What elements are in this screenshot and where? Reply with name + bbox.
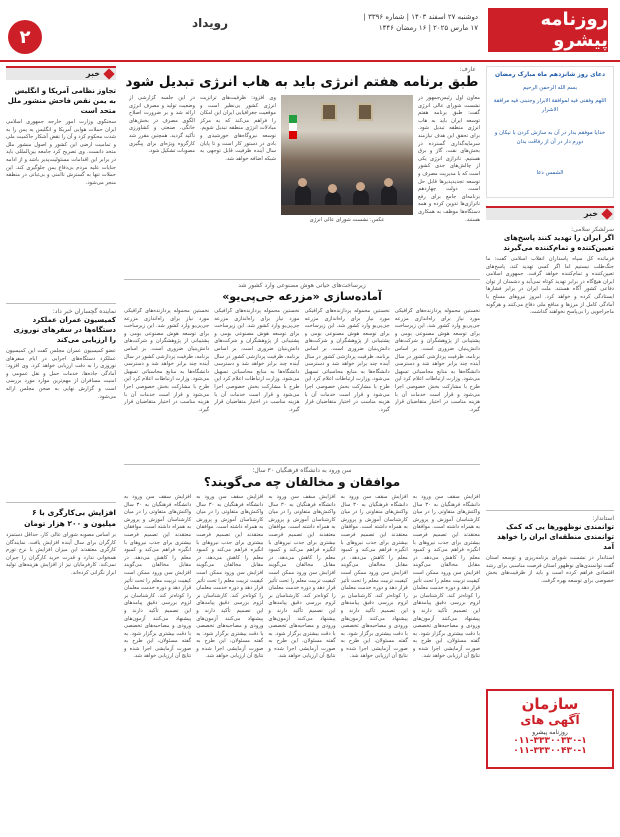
person-head (298, 178, 307, 187)
mid-headline[interactable]: آماده‌سازی «مزرعه جی‌پی‌یو» (222, 290, 382, 303)
person-head (356, 182, 365, 191)
bottom-headline[interactable]: موافقان و مخالفان چه می‌گویند؟ (203, 475, 401, 489)
lead-photo-block (281, 95, 413, 235)
bottom-body: افزایش سقف سن ورود به دانشگاه فرهنگیان به ۳۰ سال واکنش‌های متفاوتی را در میان کارشناسان آموزش و پرورش به همراه داشته است. موافقان معتقدند این تصمیم فرصت بیشتری برای جذب نیروهای با انگیزه فراهم می‌کند و کمبود معلم را کاهش می‌دهد. در مقابل مخالفان می‌گویند افزایش سن ورود ممکن است کیفیت تربیت معلم را تحت تأثیر قرار دهد و دوره خدمت معلمان را کوتاه‌تر کند. کارشناسان بر لزوم بررسی دقیق پیامدهای این تصمیم تأکید دارند و پیشنهاد می‌کنند آزمون‌های ورودی و مصاحبه‌های تخصصی با دقت بیشتری برگزار شود. به گفته مسئولان، این طرح به صورت آزمایشی اجرا شده و نتایج آن ارزیابی خواهد شد. (196, 494, 264, 660)
newspaper-logo[interactable]: روزنامه پیشرو (488, 8, 608, 52)
news-kicker: استاندار: (592, 515, 614, 522)
lead-body: در این جلسه گزارشی از وضعیت تولید و مصرف انرژی ارائه شد و بر ضرورت اصلاح الگوی مصرف در بخش‌های خانگی، صنعتی و کشاورزی تأکید گردید. همچنین مقرر شد کارگروه ویژه‌ای برای پیگیری مصوبات تشکیل شود. (129, 95, 195, 155)
mid-body: نخستین محموله پردازنده‌های گرافیکی مورد نیاز برای راه‌اندازی مزرعه جی‌پی‌یو وارد کشور شد. این زیرساخت برای توسعه هوش مصنوعی بومی و پشتیبانی از پژوهشگران و شرکت‌های دانش‌بنیان ضروری است. بر اساس برنامه، ظرفیت پردازشی کشور در سال آینده چند برابر خواهد شد و دسترسی دانشگاه‌ها به منابع محاسباتی تسهیل می‌شود. وزارت ارتباطات اعلام کرد این طرح با مشارکت بخش خصوصی اجرا می‌شود و قرار است خدمات آن با هزینه مناسب در اختیار متقاضیان قرار گیرد. (304, 308, 390, 413)
left-column (6, 66, 116, 832)
ad-subtitle: آگهی های (520, 713, 580, 727)
person-head (328, 184, 337, 193)
lead-headline[interactable]: طبق برنامه هفتم انرژی باید به هاب انرژی تبدیل شود (125, 74, 479, 90)
divider (6, 502, 116, 503)
dateline: دوشنبه ۲۷ اسفند ۱۴۰۳ | شماره ۳۳۹۶ | ۱۷ مارس ۲۰۲۵ | ۱۶ رمضان ۱۴۴۶ (363, 13, 478, 32)
prayer-box (486, 66, 614, 198)
news-kicker: سرلشکر سلامی: (571, 226, 614, 233)
prayer-line: خدایا موفقم بدار در آن به سازش کردن با نیکان و دورم دار در آن از رفاقت بدان (494, 130, 606, 145)
mid-body: نخستین محموله پردازنده‌های گرافیکی مورد نیاز برای راه‌اندازی مزرعه جی‌پی‌یو وارد کشور شد. این زیرساخت برای توسعه هوش مصنوعی بومی و پشتیبانی از پژوهشگران و شرکت‌های دانش‌بنیان ضروری است. بر اساس برنامه، ظرفیت پردازشی کشور در سال آینده چند برابر خواهد شد و دسترسی دانشگاه‌ها به منابع محاسباتی تسهیل می‌شود. وزارت ارتباطات اعلام کرد این طرح با مشارکت بخش خصوصی اجرا می‌شود و قرار است خدمات آن با هزینه مناسب در اختیار متقاضیان قرار گیرد. (214, 308, 300, 413)
masthead (0, 0, 620, 62)
right-column (486, 66, 614, 832)
prayer-line: بسم الله الرحمن الرحیم (522, 85, 578, 91)
lead-body: وی افزود: ظرفیت‌های ترانزیت انرژی کشور بی‌نظیر است و موقعیت جغرافیایی ایران این امکان را فراهم می‌کند که به مرکز مبادلات انرژی منطقه تبدیل شویم. توسعه نیروگاه‌های خورشیدی و بادی در دستور کار است و تا پایان سال آینده ظرفیت قابل توجهی به شبکه اضافه خواهد شد. (200, 95, 276, 162)
mid-row (124, 308, 480, 458)
main-area (124, 66, 480, 832)
mid-body: نخستین محموله پردازنده‌های گرافیکی مورد نیاز برای راه‌اندازی مزرعه جی‌پی‌یو وارد کشور شد. این زیرساخت برای توسعه هوش مصنوعی بومی و پشتیبانی از پژوهشگران و شرکت‌های دانش‌بنیان ضروری است. بر اساس برنامه، ظرفیت پردازشی کشور در سال آینده چند برابر خواهد شد و دسترسی دانشگاه‌ها به منابع محاسباتی تسهیل می‌شود. وزارت ارتباطات اعلام کرد این طرح با مشارکت بخش خصوصی اجرا می‌شود و قرار است خدمات آن با هزینه مناسب در اختیار متقاضیان قرار گیرد. (124, 308, 210, 413)
prayer-line: اللهم وفقنی فیه لموافقة الابرار وجنبنی فیه مرافقة الاشرار (493, 98, 607, 113)
news-column-header (486, 206, 614, 220)
ad-brand: روزنامه پیشرو (532, 729, 568, 736)
news-body: بر اساس مصوبه شورای عالی کار، حداقل دستمزد کارگران برای سال آینده افزایش یافت. نمایندگان کارگری معتقدند این میزان افزایش با نرخ تورم همخوانی ندارد و قدرت خرید کارگران را جبران نمی‌کند. کارفرمایان نیز از افزایش هزینه‌های تولید ابراز نگرانی کرده‌اند. (6, 532, 116, 576)
divider (6, 303, 116, 304)
news-body: فرمانده کل سپاه پاسداران انقلاب اسلامی گفت: ما جنگ‌طلب نیستیم اما اگر کسی تهدید کند، پاسخ‌های تعیین‌کننده و تمام‌کننده خواهد گرفت. جمهوری اسلامی ایران هیچ‌گاه در برابر تهدید کوتاه نمی‌آید و دشمنان از توان دفاعی کشور آگاه هستند. ملت ایران در برابر فشارها ایستادگی کرده و خواهد کرد. امروز نیروهای مسلح با آمادگی کامل از مرزها و منافع ملی دفاع می‌کنند و هرگونه ماجراجویی را بی‌پاسخ نخواهند گذاشت. (486, 256, 614, 316)
portrait-frame-icon (357, 103, 373, 121)
news-headline[interactable]: تجاوز نظامی آمریکا و انگلیس به یمن نقض فاحش منشور ملل متحد است (7, 87, 116, 115)
mid-body: نخستین محموله پردازنده‌های گرافیکی مورد نیاز برای راه‌اندازی مزرعه جی‌پی‌یو وارد کشور شد. این زیرساخت برای توسعه هوش مصنوعی بومی و پشتیبانی از پژوهشگران و شرکت‌های دانش‌بنیان ضروری است. بر اساس برنامه، ظرفیت پردازشی کشور در سال آینده چند برابر خواهد شد و دسترسی دانشگاه‌ها به منابع محاسباتی تسهیل می‌شود. وزارت ارتباطات اعلام کرد این طرح با مشارکت بخش خصوصی اجرا می‌شود و قرار است خدمات آن با هزینه مناسب در اختیار متقاضیان قرار گیرد. (394, 308, 480, 413)
news-headline[interactable]: افزایش بی‌کارگری با ۶ میلیون و ۲۰۰ هزار تومان (24, 508, 116, 528)
lead-body: معاون اول رئیس‌جمهور در نشست شورای عالی انرژی گفت: طبق برنامه هفتم توسعه ایران باید به هاب انرژی منطقه تبدیل شود. برای تحقق این هدف نیازمند سرمایه‌گذاری گسترده در بخش‌های نفت، گاز و برق هستیم. ناترازی انرژی یکی از چالش‌های جدی کشور است که با مدیریت مصرف و توسعه تجدیدپذیرها قابل حل است. دولت چهاردهم برنامه‌ای جامع برای رفع ناترازی‌ها تدوین کرده و همه دستگاه‌ها موظف به همکاری هستند. (418, 95, 480, 223)
conference-table (281, 205, 413, 215)
ad-phone: ۰۱۱-۳۳۳۰۰۴۳۰-۱ (513, 746, 587, 756)
meeting-photo[interactable] (281, 95, 413, 215)
prayer-line: الشمس دعا (536, 170, 564, 176)
ad-box[interactable] (486, 689, 614, 769)
news-body: سخنگوی وزارت امور خارجه جمهوری اسلامی ایران حملات هوایی آمریکا و انگلیس به یمن را به شدت محکوم کرد و آن را نقض آشکار حاکمیت ملی و تمامیت ارضی این کشور و اصول منشور ملل متحد دانست. وی تصریح کرد جامعه بین‌المللی باید در برابر این اقدامات مسئولیت‌پذیر باشد و از ادامه جنایات علیه مردم بی‌دفاع یمن جلوگیری کند. این حملات تنها به گسترش ناامنی و بی‌ثباتی در منطقه منجر می‌شود. (6, 119, 116, 186)
bottom-body: افزایش سقف سن ورود به دانشگاه فرهنگیان به ۳۰ سال واکنش‌های متفاوتی را در میان کارشناسان آموزش و پرورش به همراه داشته است. موافقان معتقدند این تصمیم فرصت بیشتری برای جذب نیروهای با انگیزه فراهم می‌کند و کمبود معلم را کاهش می‌دهد. در مقابل مخالفان می‌گویند افزایش سن ورود ممکن است کیفیت تربیت معلم را تحت تأثیر قرار دهد و دوره خدمت معلمان را کوتاه‌تر کند. کارشناسان بر لزوم بررسی دقیق پیامدهای این تصمیم تأکید دارند و پیشنهاد می‌کنند آزمون‌های ورودی و مصاحبه‌های تخصصی با دقت بیشتری برگزار شود. به گفته مسئولان، این طرح به صورت آزمایشی اجرا شده و نتایج آن ارزیابی خواهد شد. (340, 494, 408, 660)
bottom-body: افزایش سقف سن ورود به دانشگاه فرهنگیان به ۳۰ سال واکنش‌های متفاوتی را در میان کارشناسان آموزش و پرورش به همراه داشته است. موافقان معتقدند این تصمیم فرصت بیشتری برای جذب نیروهای با انگیزه فراهم می‌کند و کمبود معلم را کاهش می‌دهد. در مقابل مخالفان می‌گویند افزایش سن ورود ممکن است کیفیت تربیت معلم را تحت تأثیر قرار دهد و دوره خدمت معلمان را کوتاه‌تر کند. کارشناسان بر لزوم بررسی دقیق پیامدهای این تصمیم تأکید دارند و پیشنهاد می‌کنند آزمون‌های ورودی و مصاحبه‌های تخصصی با دقت بیشتری برگزار شود. به گفته مسئولان، این طرح به صورت آزمایشی اجرا شده و نتایج آن ارزیابی خواهد شد. (412, 494, 480, 660)
divider (124, 279, 480, 280)
lead-kicker: عارف: (459, 66, 476, 73)
divider (124, 464, 480, 465)
news-column-header (6, 66, 116, 80)
news-headline[interactable]: توانمندی نوظهور‌ها یی که کمک توانمندی منطقه‌ای ایران را خواهد آمد (497, 523, 614, 551)
flag-icon (289, 115, 297, 139)
diamond-icon (601, 208, 612, 219)
photo-caption: عکس: نشست شورای عالی انرژی (309, 217, 385, 223)
prayer-title: دعای روز شانزدهم ماه مبارک رمضان (494, 71, 606, 78)
ad-phone: ۰۱۱-۳۳۳۰۰۳۳۰-۱ (513, 736, 587, 746)
divider (486, 510, 614, 511)
bottom-body: افزایش سقف سن ورود به دانشگاه فرهنگیان به ۳۰ سال واکنش‌های متفاوتی را در میان کارشناسان آموزش و پرورش به همراه داشته است. موافقان معتقدند این تصمیم فرصت بیشتری برای جذب نیروهای با انگیزه فراهم می‌کند و کمبود معلم را کاهش می‌دهد. در مقابل مخالفان می‌گویند افزایش سن ورود ممکن است کیفیت تربیت معلم را تحت تأثیر قرار دهد و دوره خدمت معلمان را کوتاه‌تر کند. کارشناسان بر لزوم بررسی دقیق پیامدهای این تصمیم تأکید دارند و پیشنهاد می‌کنند آزمون‌های ورودی و مصاحبه‌های تخصصی با دقت بیشتری برگزار شود. به گفته مسئولان، این طرح به صورت آزمایشی اجرا شده و نتایج آن ارزیابی خواهد شد. (123, 494, 192, 660)
lead-row (124, 95, 480, 235)
page-number-badge: ۲ (8, 20, 42, 54)
news-kicker: نماینده گچساران خبر داد: (52, 308, 116, 315)
person-head (384, 178, 393, 187)
news-body: استاندار در نشست شورای برنامه‌ریزی و توسعه استان گفت توانمندی‌های نوظهور استان فرصت مناسبی برای رشد اقتصادی فراهم کرده است و باید از ظرفیت‌های بخش خصوصی برای توسعه بهره گرفت. (486, 555, 614, 584)
news-headline[interactable]: اگر ایران را تهدید کنند پاسخ‌های تعیین‌کننده و تمام‌کننده می‌گیرند (503, 234, 614, 252)
mid-kicker: زیرساخت‌های حیاتی هوش مصنوعی وارد کشور شد (238, 282, 366, 289)
section-title: رویداد (191, 16, 229, 30)
ad-title: سازمان (521, 695, 579, 713)
column-header-label: خبر (583, 209, 598, 218)
column-header-label: خبر (85, 69, 100, 78)
bottom-body: افزایش سقف سن ورود به دانشگاه فرهنگیان به ۳۰ سال واکنش‌های متفاوتی را در میان کارشناسان آموزش و پرورش به همراه داشته است. موافقان معتقدند این تصمیم فرصت بیشتری برای جذب نیروهای با انگیزه فراهم می‌کند و کمبود معلم را کاهش می‌دهد. در مقابل مخالفان می‌گویند افزایش سن ورود ممکن است کیفیت تربیت معلم را تحت تأثیر قرار دهد و دوره خدمت معلمان را کوتاه‌تر کند. کارشناسان بر لزوم بررسی دقیق پیامدهای این تصمیم تأکید دارند و پیشنهاد می‌کنند آزمون‌های ورودی و مصاحبه‌های تخصصی با دقت بیشتری برگزار شود. به گفته مسئولان، این طرح به صورت آزمایشی اجرا شده و نتایج آن ارزیابی خواهد شد. (268, 494, 336, 660)
news-body: عضو کمیسیون عمران مجلس گفت این کمیسیون عملکرد دستگاه‌های اجرایی در ایام سفرهای نوروزی را به دقت ارزیابی خواهد کرد. وی افزود: آمادگی جاده‌ها، خدمات حمل و نقل عمومی و امنیت مسافران از مهم‌ترین موارد مورد بررسی است و گزارش نهایی به صحن مجلس ارائه می‌شود. (6, 348, 116, 400)
portrait-frame-icon (321, 103, 337, 121)
bottom-kicker: سن ورود به دانشگاه فرهنگیان ۳۰ سال؛ (252, 467, 352, 474)
news-headline[interactable]: کمیسیون عمران عملکرد دستگاه‌ها در سفرهای نوروزی را ارزیابی می‌کند (13, 316, 116, 344)
diamond-icon (103, 68, 114, 79)
bottom-row (124, 494, 480, 794)
